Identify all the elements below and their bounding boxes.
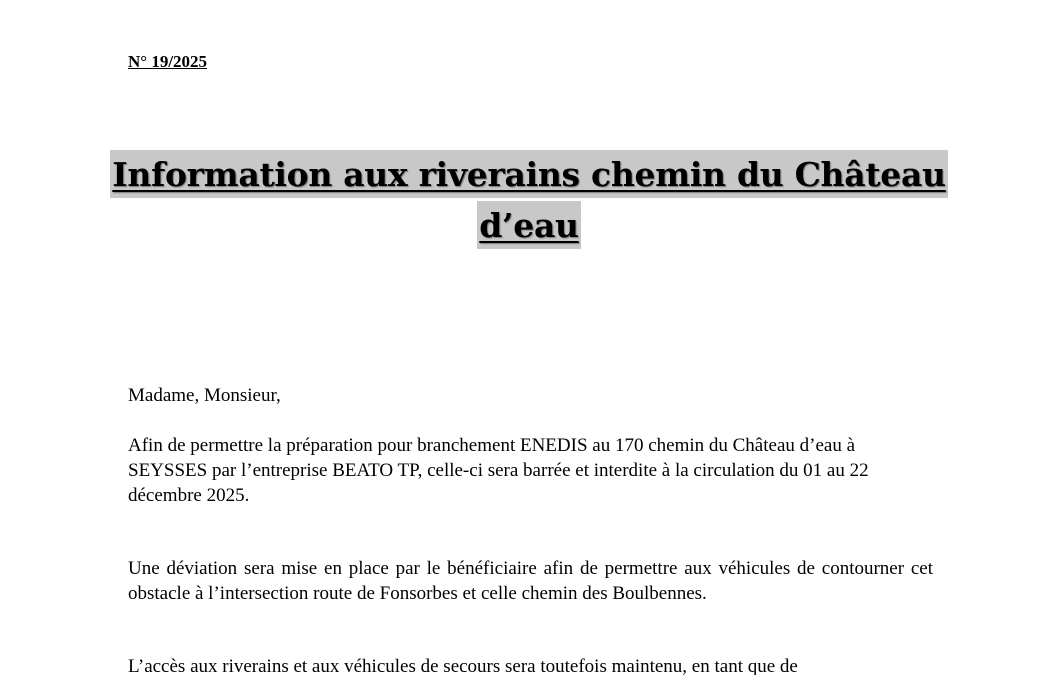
greeting: Madame, Monsieur,	[128, 385, 281, 406]
reference-number: N° 19/2025	[128, 52, 208, 71]
paragraph-closure-notice: Afin de permettre la préparation pour branchement ENEDIS au 170 chemin du Château d’eau à SEYSSES par l’entreprise BEATO TP, celle-ci sera barrée et interdite à la circulation du 01 au 22 décembre 2025.	[128, 435, 869, 506]
paragraph-detour: Une déviation sera mise en place par le bénéficiaire afin de permettre aux véhicules de contourner cet obstacle à l’intersection route de Fonsorbes et celle chemin des Boulbennes.	[128, 558, 933, 604]
title-line-1: Information aux riverains chemin du Château	[110, 150, 948, 198]
page-title	[80, 150, 978, 252]
title-line-2: d’eau	[477, 201, 580, 249]
paragraph-access: L’accès aux riverains et aux véhicules de secours sera toutefois maintenu, en tant que de	[128, 656, 798, 675]
